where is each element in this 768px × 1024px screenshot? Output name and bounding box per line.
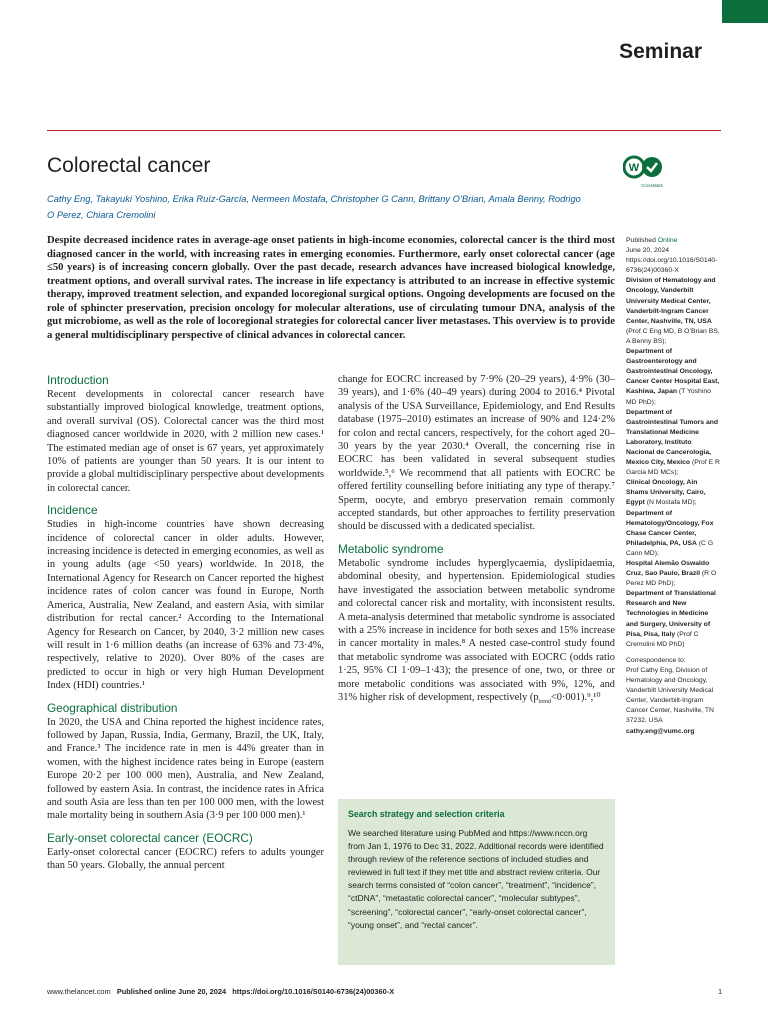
affiliation-item: Division of Hematology and Oncology, Vanderbilt University Medical Center, Vanderbilt-Ingram Cancer Center, Nashville, TN, USA (Prof C Eng MD, B O’Brian BS, A Benny BS); bbox=[626, 277, 720, 345]
affiliation-list bbox=[626, 276, 721, 649]
svg-text:W: W bbox=[628, 162, 640, 174]
body-column-left bbox=[47, 373, 324, 873]
paragraph-introduction: Recent developments in colorectal cancer research have substantially improved biological knowledge, treatment options, and overall survival (OS). Colorectal cancer was the third most diagnosed cancer worldwide in 2020, with 2 million new cases.¹ The estimated median age of onset is 67 years, yet approximately 10% of patients are younger than 50 years. It is our intent to provide a global multidisciplinary perspective about developments in colorectal cancer. bbox=[47, 389, 325, 494]
affiliation-item: Clinical Oncology, Ain Shams University, Cairo, Egypt (N Mostafa MD); bbox=[626, 479, 706, 507]
footer-doi[interactable]: https://doi.org/10.1016/S0140-6736(24)00360-X bbox=[232, 987, 395, 996]
doi-link[interactable]: https://doi.org/10.1016/S0140-6736(24)00360-X bbox=[626, 257, 718, 275]
paragraph-eocrc: Early-onset colorectal cancer (EOCRC) refers to adults younger than 50 years. Globally, the annual percent bbox=[47, 846, 324, 872]
page-footer bbox=[47, 987, 394, 996]
crossmark-icon[interactable] bbox=[623, 154, 663, 190]
article-title: Colorectal cancer bbox=[47, 154, 211, 177]
footer-published: Published online June 20, 2024 bbox=[116, 987, 227, 996]
page-number: 1 bbox=[718, 987, 723, 996]
crossmark-label: CrossMark bbox=[641, 183, 663, 188]
abstract: Despite decreased incidence rates in average-age onset patients in high-income economies, colorectal cancer is the third most diagnosed cancer in the world, with increasing rates in emerging economies. Furthermore, early onset colorectal cancer (age ≤50 years) is of increasing concern globally. Over the past decade, research advances have increased biological knowledge, treatment options, and overall survival rates. The increase in life expectancy is attributed to an increase in effective systemic therapy, improved treatment selection, and expanded locoregional surgical options. Ongoing developments are focused on the role of sphincter preservation, precision oncology for molecular alterations, use of circulating tumour DNA, analysis of the gut microbiome, as well as the role of locoregional strategies for colorectal cancer liver metastases. This overview is to provide a general multidisciplinary perspective of clinical advances in colorectal cancer. bbox=[47, 235, 615, 341]
published-line: Published Online bbox=[626, 237, 678, 244]
affiliation-item: Department of Gastroenterology and Gastrointestinal Oncology, Cancer Center Hospital East, Kashiwa, Japan (T Yoshino MD PhD); bbox=[626, 348, 720, 406]
heading-incidence: Incidence bbox=[47, 503, 98, 518]
header-rule bbox=[47, 130, 721, 131]
margin-notes bbox=[626, 236, 721, 737]
affiliation-item: Department of Translational Research and New Technologies in Medicine and Surgery, University of Pisa, Pisa, Italy (Prof C Cremolini MD PhD) bbox=[626, 590, 716, 648]
correspondence-email[interactable]: cathy.eng@vumc.org bbox=[626, 727, 695, 735]
heading-introduction: Introduction bbox=[47, 373, 109, 387]
paragraph-eocrc-continued: change for EOCRC increased by 7·9% (20–29 years), 4·9% (30–39 years), and 1·6% (40–49 years) during 2004 to 2016.⁴ Pivotal analysis of the USA Surveillance, Epidemiology, and End Results database (1975–2010) estimates an increase of 90% and 124·2% for colon and rectal cancers, respectively, for the cohort aged 20–30 years by the year 2030.⁴ Overall, the concerning rise in EOCRC has been validated in several subsequent studies worldwide.⁵,⁶ We recommend that all patients with EOCRC be offered fertility counselling before initiating any type of therapy.⁷ Sperm, oocyte, and embryo preservation remain commonly accepted standards, but other approaches to fertility preservation should be discussed with a dedicated specialist. bbox=[338, 374, 615, 533]
footer-site[interactable]: www.thelancet.com bbox=[47, 987, 111, 996]
affiliation-item: Department of Gastrointestinal Tumors and Translational Medicine Laboratory, Instituto Nacional de Cancerologia, Mexico City, Mexico (Prof E R Garcia MD MCs); bbox=[626, 408, 720, 477]
correspondence-label: Correspondence to: bbox=[626, 656, 686, 664]
affiliation-item: Department of Hematology/Oncology, Fox Chase Cancer Center, Philadelphia, PA, USA (C G Cann MD); bbox=[626, 509, 714, 557]
paragraph-metabolic-syndrome: Metabolic syndrome includes hyperglycaemia, dyslipidaemia, abdominal obesity, and hypertension. Epidemiological studies have investigated the association between metabolic syndrome and colorectal cancer risk and mortality, with inconsistent results. A meta-analysis determined that metabolic syndrome is associated with a 25% increase in incidence for both sexes and 15% increase in cancer mortality in males.⁸ A nested case-control study found that metabolic syndrome was associated with EOCRC (odds ratio 1·25, 95% CI 1·09–1·43); the presence of one, two, or three or more metabolic conditions was associated with 9%, 12%, and 31% higher risk of development, respectively $(p_{trend}<0\cdot 001).^9,^{10}$ bbox=[338, 557, 615, 706]
heading-metabolic-syndrome: Metabolic syndrome bbox=[338, 541, 444, 556]
body-column-right bbox=[338, 373, 615, 704]
search-strategy-panel bbox=[338, 799, 615, 965]
panel-title: Search strategy and selection criteria bbox=[348, 809, 505, 819]
paragraph-geographical-distribution: In 2020, the USA and China reported the highest incidence rates, followed by Japan, Russia, India, Germany, Brazil, the UK, Italy, and France.³ The incidence rate in men is 44% greater than in women, with the highest incidence rates being in Europe (eastern Europe 20·2 per 100 000 men), Australia, and New Zealand, followed by eastern Asia. In contrast, the incidence rates in Africa and south Asia are less than ten per 100 000 men, with the lowest male mortality being in southern Asia (3·9 per 100 000 men).¹ bbox=[47, 716, 324, 822]
panel-text: We searched literature using PubMed and https://www.nccn.org from Jan 1, 1976 to Dec 31, 2022. Additional records were identified through review of the reference sections of included studies and reviewed in full text if they met title and abstract review criteria. Our search terms consisted of “colon cancer”, “treatment”, “incidence”, “ctDNA”, “metastatic colorectal cancer”, “molecular subtypes”, “screening”, “colorectal cancer”, “early-onset colorectal cancer”, “young onset”, and “rectal cancer”. bbox=[348, 828, 604, 930]
published-date: June 20, 2024 bbox=[626, 247, 670, 255]
correspondence-address: Prof Cathy Eng, Division of Hematology and Oncology, Vanderbilt University Medical Center, Vanderbilt-Ingram Cancer Center, Nashville, TN 37232, USA bbox=[626, 666, 714, 725]
author-list[interactable]: Cathy Eng, Takayuki Yoshino, Erika Ruíz-García, Nermeen Mostafa, Christopher G Cann, Brittany O’Brian, Amala Benny, Rodrigo O Perez, Chiara Cremolini bbox=[47, 194, 581, 220]
heading-eocrc: Early-onset colorectal cancer (EOCRC) bbox=[47, 830, 253, 845]
heading-geographical-distribution: Geographical distribution bbox=[47, 700, 178, 715]
section-label: Seminar bbox=[619, 40, 702, 63]
brand-color-bar bbox=[722, 0, 768, 23]
affiliation-item: Hospital Alemão Oswaldo Cruz, Sao Paulo, Brazil (R O Perez MD PhD); bbox=[626, 560, 717, 588]
paragraph-incidence: Studies in high-income countries have shown decreasing incidence of colorectal cancer in older adults. However, increasing incidence is detected in emerging economies, as well as in young adults (age <50 years) worldwide. In 2018, the International Agency for Research on Cancer reported the highest incidence rates of colon cancer was found in Europe, North America, Australia, New Zealand, and eastern Asia, with similar distribution for rectal cancer.² According to the International Agency for Research on Cancer, by 2040, 3·2 million new cases will result in 1·6 million deaths (an increase of 63% and 73·4%, respectively, relative to 2020). Over 80% of the cases are predicted to occur in high or very high Human Development Index (HDI) countries.¹ bbox=[47, 519, 324, 692]
